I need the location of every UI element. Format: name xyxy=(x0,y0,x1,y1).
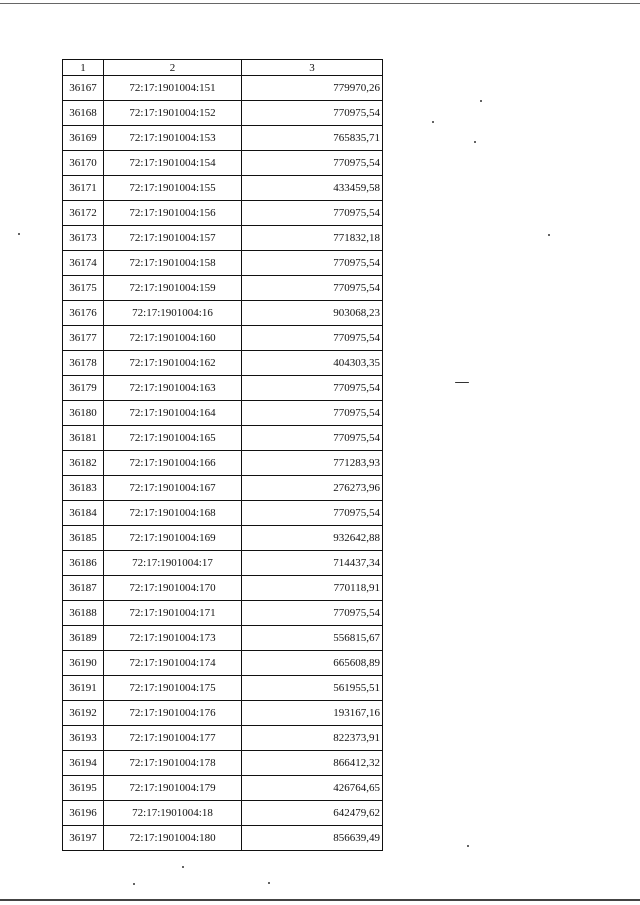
table-row xyxy=(63,701,383,726)
table-row xyxy=(63,526,383,551)
scan-speck xyxy=(182,866,184,868)
row-number-cell: 36176 xyxy=(63,301,104,326)
value-cell: 770975,54 xyxy=(242,601,383,626)
cadastral-number-cell: 72:17:1901004:159 xyxy=(104,276,242,301)
value-cell: 771832,18 xyxy=(242,226,383,251)
value-cell: 779970,26 xyxy=(242,76,383,101)
row-number-cell: 36170 xyxy=(63,151,104,176)
table-row xyxy=(63,126,383,151)
row-number-cell: 36171 xyxy=(63,176,104,201)
row-number-cell: 36181 xyxy=(63,426,104,451)
scan-speck xyxy=(548,234,550,236)
scan-top-edge xyxy=(0,3,640,4)
row-number-cell: 36186 xyxy=(63,551,104,576)
cadastral-number-cell: 72:17:1901004:162 xyxy=(104,351,242,376)
table-row xyxy=(63,601,383,626)
table-row xyxy=(63,451,383,476)
cadastral-number-cell: 72:17:1901004:160 xyxy=(104,326,242,351)
table-row xyxy=(63,576,383,601)
table-row xyxy=(63,351,383,376)
table-row xyxy=(63,801,383,826)
table-row xyxy=(63,676,383,701)
scan-speck xyxy=(467,845,469,847)
value-cell: 932642,88 xyxy=(242,526,383,551)
value-cell: 765835,71 xyxy=(242,126,383,151)
row-number-cell: 36190 xyxy=(63,651,104,676)
value-cell: 404303,35 xyxy=(242,351,383,376)
row-number-cell: 36183 xyxy=(63,476,104,501)
table-row xyxy=(63,626,383,651)
table-row xyxy=(63,201,383,226)
cadastral-number-cell: 72:17:1901004:164 xyxy=(104,401,242,426)
cadastral-value-table xyxy=(62,59,383,851)
row-number-cell: 36189 xyxy=(63,626,104,651)
cadastral-number-cell: 72:17:1901004:151 xyxy=(104,76,242,101)
table-row xyxy=(63,476,383,501)
scan-speck xyxy=(480,100,482,102)
table-row xyxy=(63,101,383,126)
table-row xyxy=(63,551,383,576)
column-header-3: 3 xyxy=(242,60,383,76)
row-number-cell: 36193 xyxy=(63,726,104,751)
row-number-cell: 36175 xyxy=(63,276,104,301)
value-cell: 903068,23 xyxy=(242,301,383,326)
row-number-cell: 36173 xyxy=(63,226,104,251)
cadastral-number-cell: 72:17:1901004:158 xyxy=(104,251,242,276)
cadastral-number-cell: 72:17:1901004:180 xyxy=(104,826,242,851)
row-number-cell: 36178 xyxy=(63,351,104,376)
value-cell: 770975,54 xyxy=(242,101,383,126)
table-row xyxy=(63,276,383,301)
value-cell: 642479,62 xyxy=(242,801,383,826)
value-cell: 822373,91 xyxy=(242,726,383,751)
table-body xyxy=(63,76,383,851)
table-row xyxy=(63,401,383,426)
value-cell: 770975,54 xyxy=(242,426,383,451)
row-number-cell: 36194 xyxy=(63,751,104,776)
cadastral-number-cell: 72:17:1901004:166 xyxy=(104,451,242,476)
row-number-cell: 36177 xyxy=(63,326,104,351)
cadastral-number-cell: 72:17:1901004:169 xyxy=(104,526,242,551)
row-number-cell: 36169 xyxy=(63,126,104,151)
table-row xyxy=(63,501,383,526)
document-table xyxy=(62,59,382,851)
value-cell: 556815,67 xyxy=(242,626,383,651)
cadastral-number-cell: 72:17:1901004:156 xyxy=(104,201,242,226)
value-cell: 771283,93 xyxy=(242,451,383,476)
cadastral-number-cell: 72:17:1901004:179 xyxy=(104,776,242,801)
table-row xyxy=(63,726,383,751)
cadastral-number-cell: 72:17:1901004:153 xyxy=(104,126,242,151)
row-number-cell: 36185 xyxy=(63,526,104,551)
value-cell: 714437,34 xyxy=(242,551,383,576)
table-row xyxy=(63,826,383,851)
scan-speck xyxy=(474,141,476,143)
scan-speck xyxy=(432,121,434,123)
row-number-cell: 36168 xyxy=(63,101,104,126)
value-cell: 770118,91 xyxy=(242,576,383,601)
value-cell: 770975,54 xyxy=(242,151,383,176)
value-cell: 770975,54 xyxy=(242,501,383,526)
value-cell: 193167,16 xyxy=(242,701,383,726)
table-row xyxy=(63,151,383,176)
row-number-cell: 36179 xyxy=(63,376,104,401)
cadastral-number-cell: 72:17:1901004:152 xyxy=(104,101,242,126)
cadastral-number-cell: 72:17:1901004:16 xyxy=(104,301,242,326)
row-number-cell: 36192 xyxy=(63,701,104,726)
table-row xyxy=(63,326,383,351)
value-cell: 665608,89 xyxy=(242,651,383,676)
header-row xyxy=(63,60,383,76)
cadastral-number-cell: 72:17:1901004:165 xyxy=(104,426,242,451)
row-number-cell: 36167 xyxy=(63,76,104,101)
row-number-cell: 36180 xyxy=(63,401,104,426)
column-header-2: 2 xyxy=(104,60,242,76)
value-cell: 276273,96 xyxy=(242,476,383,501)
table-row xyxy=(63,776,383,801)
value-cell: 770975,54 xyxy=(242,376,383,401)
cadastral-number-cell: 72:17:1901004:171 xyxy=(104,601,242,626)
cadastral-number-cell: 72:17:1901004:174 xyxy=(104,651,242,676)
cadastral-number-cell: 72:17:1901004:177 xyxy=(104,726,242,751)
row-number-cell: 36182 xyxy=(63,451,104,476)
scan-speck xyxy=(133,883,135,885)
value-cell: 561955,51 xyxy=(242,676,383,701)
scan-speck xyxy=(18,233,20,235)
value-cell: 770975,54 xyxy=(242,276,383,301)
value-cell: 426764,65 xyxy=(242,776,383,801)
table-row xyxy=(63,426,383,451)
cadastral-number-cell: 72:17:1901004:173 xyxy=(104,626,242,651)
row-number-cell: 36188 xyxy=(63,601,104,626)
cadastral-number-cell: 72:17:1901004:167 xyxy=(104,476,242,501)
cadastral-number-cell: 72:17:1901004:154 xyxy=(104,151,242,176)
row-number-cell: 36172 xyxy=(63,201,104,226)
value-cell: 770975,54 xyxy=(242,251,383,276)
cadastral-number-cell: 72:17:1901004:18 xyxy=(104,801,242,826)
value-cell: 770975,54 xyxy=(242,201,383,226)
value-cell: 866412,32 xyxy=(242,751,383,776)
row-number-cell: 36187 xyxy=(63,576,104,601)
row-number-cell: 36174 xyxy=(63,251,104,276)
column-header-1: 1 xyxy=(63,60,104,76)
cadastral-number-cell: 72:17:1901004:163 xyxy=(104,376,242,401)
table-row xyxy=(63,76,383,101)
table-row xyxy=(63,251,383,276)
table-row xyxy=(63,226,383,251)
value-cell: 433459,58 xyxy=(242,176,383,201)
cadastral-number-cell: 72:17:1901004:175 xyxy=(104,676,242,701)
table-row xyxy=(63,301,383,326)
row-number-cell: 36195 xyxy=(63,776,104,801)
row-number-cell: 36196 xyxy=(63,801,104,826)
cadastral-number-cell: 72:17:1901004:170 xyxy=(104,576,242,601)
value-cell: 856639,49 xyxy=(242,826,383,851)
cadastral-number-cell: 72:17:1901004:168 xyxy=(104,501,242,526)
scan-speck xyxy=(455,382,469,383)
cadastral-number-cell: 72:17:1901004:17 xyxy=(104,551,242,576)
cadastral-number-cell: 72:17:1901004:178 xyxy=(104,751,242,776)
cadastral-number-cell: 72:17:1901004:176 xyxy=(104,701,242,726)
scan-speck xyxy=(268,882,270,884)
cadastral-number-cell: 72:17:1901004:155 xyxy=(104,176,242,201)
table-row xyxy=(63,751,383,776)
row-number-cell: 36191 xyxy=(63,676,104,701)
scan-bottom-edge xyxy=(0,899,640,901)
row-number-cell: 36184 xyxy=(63,501,104,526)
cadastral-number-cell: 72:17:1901004:157 xyxy=(104,226,242,251)
table-row xyxy=(63,376,383,401)
value-cell: 770975,54 xyxy=(242,326,383,351)
value-cell: 770975,54 xyxy=(242,401,383,426)
table-row xyxy=(63,176,383,201)
table-row xyxy=(63,651,383,676)
row-number-cell: 36197 xyxy=(63,826,104,851)
